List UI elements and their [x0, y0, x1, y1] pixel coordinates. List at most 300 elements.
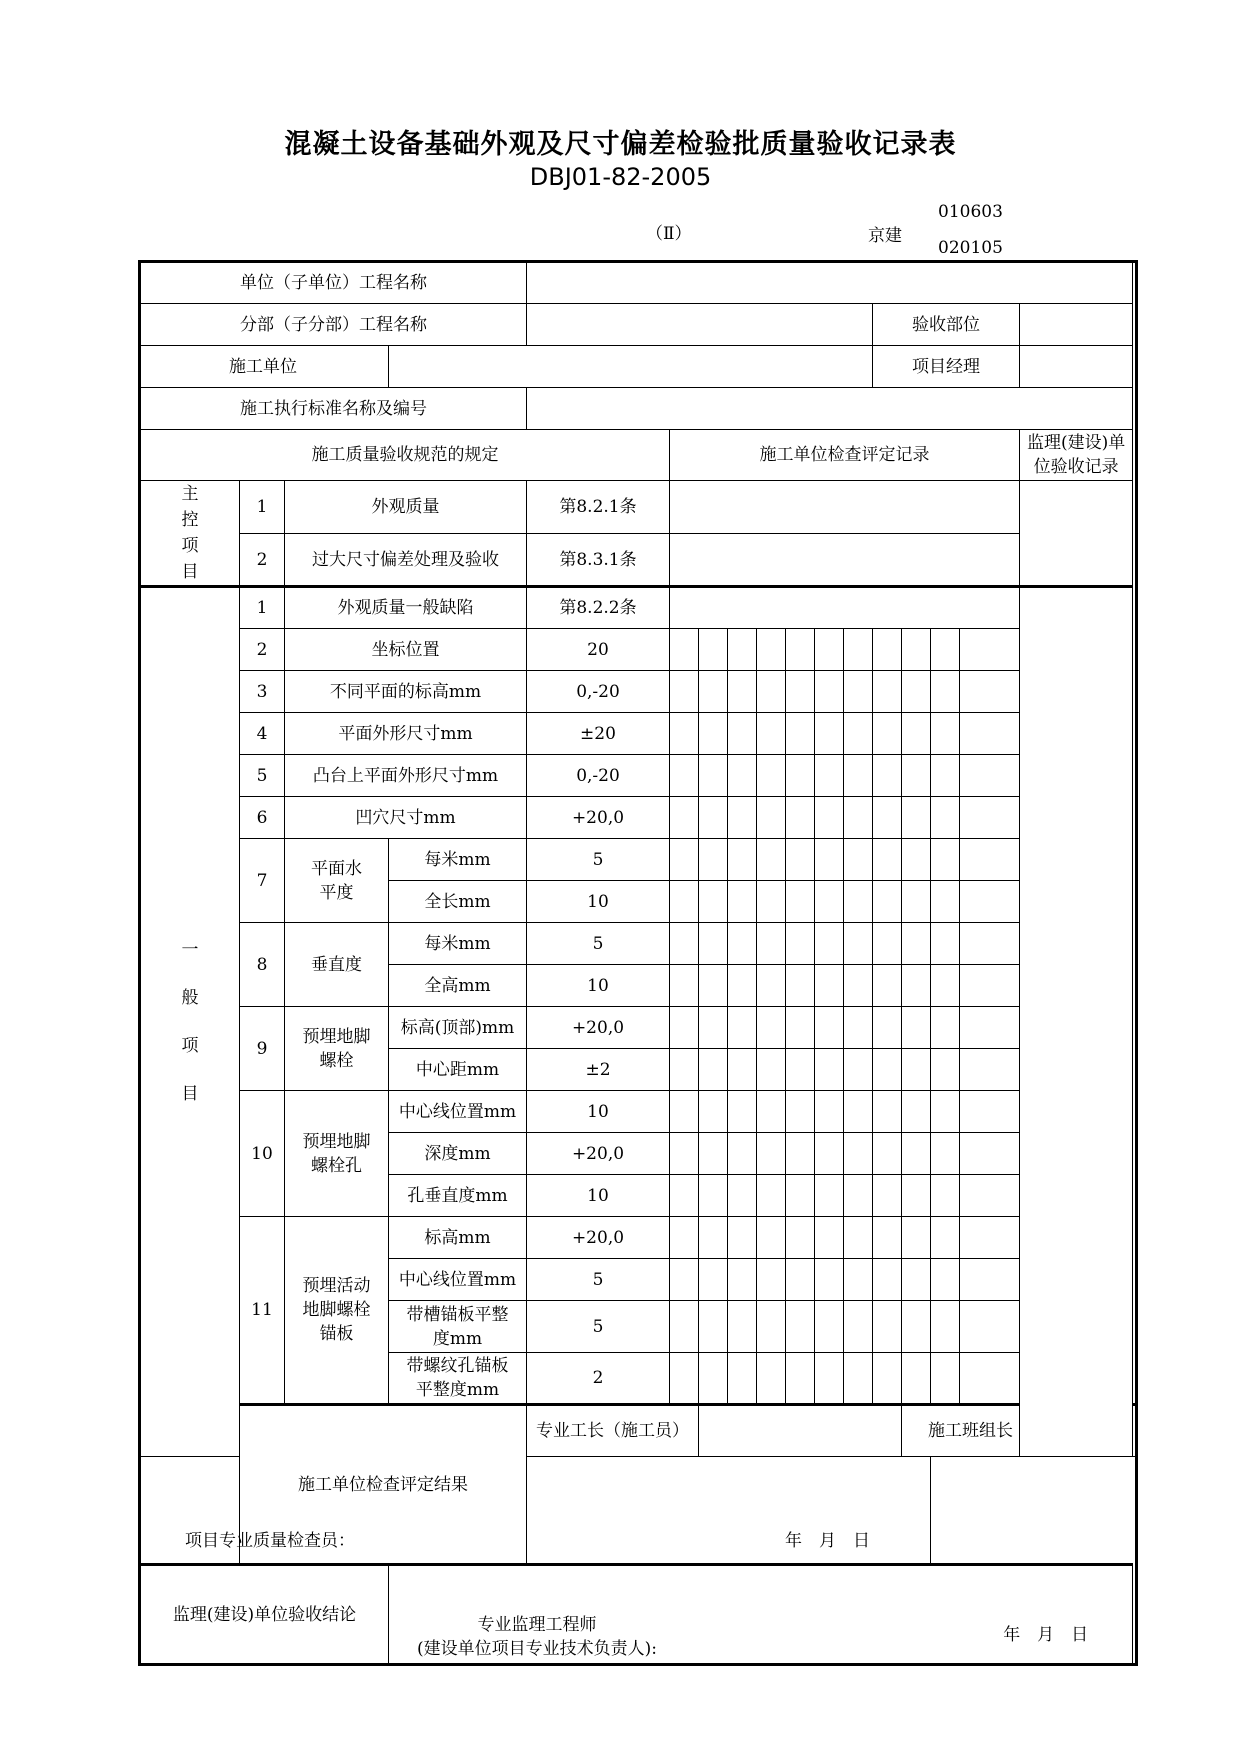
item-number: 1	[240, 481, 285, 534]
item-requirement: 10	[527, 1091, 670, 1133]
measure-cell[interactable]	[873, 1049, 902, 1091]
measure-cell[interactable]	[844, 1091, 873, 1133]
measure-cell[interactable]	[786, 1217, 815, 1259]
measure-cell[interactable]	[728, 1301, 757, 1353]
item-number: 9	[240, 1007, 285, 1091]
measure-cell[interactable]	[670, 1049, 699, 1091]
measure-cell[interactable]	[844, 965, 873, 1007]
measure-cell[interactable]	[786, 713, 815, 755]
item-requirement: 20	[527, 629, 670, 671]
measure-cell[interactable]	[728, 1353, 757, 1405]
measure-cell[interactable]	[873, 1301, 902, 1353]
measure-cell[interactable]	[728, 1049, 757, 1091]
measure-cell[interactable]	[815, 1259, 844, 1301]
measure-cell[interactable]	[757, 881, 786, 923]
supervision-conclusion-field[interactable]	[389, 1565, 1133, 1665]
measure-cell[interactable]	[902, 1259, 931, 1301]
measure-cell[interactable]	[699, 1133, 728, 1175]
measure-cell[interactable]	[931, 713, 960, 755]
measure-cell[interactable]	[931, 797, 960, 839]
measure-cell[interactable]	[902, 965, 931, 1007]
measure-cell[interactable]	[786, 881, 815, 923]
measure-cell[interactable]	[699, 923, 728, 965]
item-requirement: 10	[527, 881, 670, 923]
measure-cell[interactable]	[931, 1133, 960, 1175]
measure-cell[interactable]	[902, 1133, 931, 1175]
item-requirement: ±2	[527, 1049, 670, 1091]
roman-numeral: （Ⅱ）	[646, 224, 692, 244]
general-group-label: 一般项目	[140, 587, 240, 1457]
measure-cell[interactable]	[931, 839, 960, 881]
measure-cell[interactable]	[757, 965, 786, 1007]
measure-cell[interactable]	[931, 1007, 960, 1049]
supervision-engineer-label: 专业监理工程师	[477, 1615, 597, 1635]
item-requirement: 第8.3.1条	[527, 534, 670, 587]
measure-cell[interactable]	[873, 839, 902, 881]
measure-cell[interactable]	[728, 1091, 757, 1133]
spec-column-header: 施工质量验收规范的规定	[140, 430, 670, 481]
measure-cell[interactable]	[873, 1007, 902, 1049]
construction-result-field[interactable]	[140, 1457, 931, 1565]
owner-tech-lead-label: (建设单位项目专业技术负责人):	[417, 1639, 657, 1659]
sub-item-name: 中心线位置mm	[389, 1259, 527, 1301]
measure-cell[interactable]	[699, 713, 728, 755]
item-number: 4	[240, 713, 285, 755]
measure-cell[interactable]	[873, 881, 902, 923]
measure-cell[interactable]	[757, 1217, 786, 1259]
measure-cell[interactable]	[670, 629, 699, 671]
measure-cell[interactable]	[815, 839, 844, 881]
item-number: 8	[240, 923, 285, 1007]
measure-cell[interactable]	[757, 713, 786, 755]
measure-cell[interactable]	[931, 1301, 960, 1353]
measure-cell[interactable]	[902, 1301, 931, 1353]
project-manager-label: 项目经理	[873, 346, 1020, 388]
measure-cell[interactable]	[786, 1007, 815, 1049]
measure-cell[interactable]	[960, 923, 1020, 965]
measure-cell[interactable]	[844, 671, 873, 713]
measure-cell[interactable]	[902, 1175, 931, 1217]
measure-cell[interactable]	[844, 1259, 873, 1301]
check-record-cell[interactable]	[670, 481, 1020, 534]
item-number: 10	[240, 1091, 285, 1217]
measure-cell[interactable]	[815, 881, 844, 923]
team-leader-label	[902, 1405, 1137, 1457]
measure-cell[interactable]	[757, 923, 786, 965]
measure-cell[interactable]	[699, 629, 728, 671]
measure-cell[interactable]	[844, 1301, 873, 1353]
measure-cell[interactable]	[873, 629, 902, 671]
measure-cell[interactable]	[931, 629, 960, 671]
measure-cell[interactable]	[670, 1091, 699, 1133]
measure-cell[interactable]	[931, 671, 960, 713]
measure-cell[interactable]	[670, 1175, 699, 1217]
measure-cell[interactable]	[815, 923, 844, 965]
sub-project-field[interactable]	[527, 304, 873, 346]
measure-cell[interactable]	[844, 797, 873, 839]
item-requirement: +20,0	[527, 1133, 670, 1175]
measure-cell[interactable]	[670, 965, 699, 1007]
measure-cell[interactable]	[728, 1217, 757, 1259]
item-name: 预埋地脚螺栓孔	[285, 1091, 389, 1217]
measure-cell[interactable]	[902, 1353, 931, 1405]
measure-cell[interactable]	[902, 1217, 931, 1259]
item-requirement: 0,-20	[527, 671, 670, 713]
supervision-date: 年 月 日	[1003, 1625, 1089, 1645]
unit-project-label: 单位（子单位）工程名称	[140, 262, 527, 304]
measure-cell[interactable]	[931, 881, 960, 923]
measure-cell[interactable]	[728, 965, 757, 1007]
measure-cell[interactable]	[815, 629, 844, 671]
measure-cell[interactable]	[699, 1049, 728, 1091]
measure-cell[interactable]	[757, 797, 786, 839]
item-requirement: 5	[527, 1301, 670, 1353]
sub-item-name: 标高mm	[389, 1217, 527, 1259]
measure-cell[interactable]	[757, 839, 786, 881]
team-leader-text: 施工班组长	[928, 1421, 1013, 1441]
sub-item-name: 中心线位置mm	[389, 1091, 527, 1133]
measure-cell[interactable]	[960, 671, 1020, 713]
measure-cell[interactable]	[960, 629, 1020, 671]
item-number: 7	[240, 839, 285, 923]
item-requirement: 第8.2.1条	[527, 481, 670, 534]
measure-cell[interactable]	[815, 1301, 844, 1353]
measure-cell[interactable]	[844, 1175, 873, 1217]
measure-cell[interactable]	[728, 755, 757, 797]
item-requirement: 第8.2.2条	[527, 587, 670, 629]
measure-cell[interactable]	[728, 1007, 757, 1049]
project-manager-field[interactable]	[1020, 346, 1133, 388]
measure-cell[interactable]	[960, 1049, 1020, 1091]
measure-cell[interactable]	[844, 1049, 873, 1091]
measure-cell[interactable]	[931, 1091, 960, 1133]
item-name: 外观质量	[285, 481, 527, 534]
foreman-field[interactable]	[699, 1405, 902, 1457]
measure-cell[interactable]	[786, 923, 815, 965]
sub-item-name: 标高(顶部)mm	[389, 1007, 527, 1049]
measure-cell[interactable]	[728, 1133, 757, 1175]
measure-cell[interactable]	[844, 923, 873, 965]
measure-cell[interactable]	[960, 1301, 1020, 1353]
measure-cell[interactable]	[670, 1217, 699, 1259]
item-name: 预埋活动地脚螺栓锚板	[285, 1217, 389, 1405]
supervision-record-cell[interactable]	[1020, 481, 1133, 587]
measure-cell[interactable]	[873, 1217, 902, 1259]
measure-cell[interactable]	[728, 797, 757, 839]
measure-cell[interactable]	[699, 839, 728, 881]
measure-cell[interactable]	[931, 1049, 960, 1091]
measure-cell[interactable]	[757, 755, 786, 797]
item-name: 平面外形尺寸mm	[285, 713, 527, 755]
measure-cell[interactable]	[757, 1049, 786, 1091]
measure-cell[interactable]	[815, 1007, 844, 1049]
measure-cell[interactable]	[873, 671, 902, 713]
measure-cell[interactable]	[873, 1091, 902, 1133]
measure-cell[interactable]	[873, 1175, 902, 1217]
item-requirement: +20,0	[527, 1217, 670, 1259]
measure-cell[interactable]	[960, 1133, 1020, 1175]
item-name: 垂直度	[285, 923, 389, 1007]
item-requirement: 10	[527, 1175, 670, 1217]
standard-name-field[interactable]	[527, 388, 1133, 430]
measure-cell[interactable]	[757, 671, 786, 713]
measure-cell[interactable]	[699, 755, 728, 797]
measure-cell[interactable]	[699, 1301, 728, 1353]
measure-cell[interactable]	[815, 671, 844, 713]
measure-cell[interactable]	[931, 923, 960, 965]
measure-cell[interactable]	[902, 881, 931, 923]
supervision-conclusion-label: 监理(建设)单位验收结论	[140, 1565, 389, 1665]
measure-cell[interactable]	[670, 1353, 699, 1405]
measure-cell[interactable]	[670, 1007, 699, 1049]
item-number: 2	[240, 534, 285, 587]
measure-cell[interactable]	[670, 797, 699, 839]
item-name: 坐标位置	[285, 629, 527, 671]
measure-cell[interactable]	[670, 881, 699, 923]
measure-cell[interactable]	[757, 1259, 786, 1301]
sub-item-name: 带槽锚板平整度mm	[389, 1301, 527, 1353]
measure-cell[interactable]	[670, 1133, 699, 1175]
sub-item-name: 全长mm	[389, 881, 527, 923]
measure-cell[interactable]	[815, 1353, 844, 1405]
sub-item-name: 每米mm	[389, 923, 527, 965]
item-number: 1	[240, 587, 285, 629]
measure-cell[interactable]	[670, 1259, 699, 1301]
measure-cell[interactable]	[931, 1175, 960, 1217]
measure-cell[interactable]	[670, 713, 699, 755]
measure-cell[interactable]	[786, 1133, 815, 1175]
measure-cell[interactable]	[670, 755, 699, 797]
measure-cell[interactable]	[873, 923, 902, 965]
item-requirement: 2	[527, 1353, 670, 1405]
measure-cell[interactable]	[786, 755, 815, 797]
item-requirement: 5	[527, 839, 670, 881]
sub-item-name: 中心距mm	[389, 1049, 527, 1091]
measure-cell[interactable]	[786, 1175, 815, 1217]
measure-cell[interactable]	[960, 1007, 1020, 1049]
sub-item-name: 孔垂直度mm	[389, 1175, 527, 1217]
item-name: 外观质量一般缺陷	[285, 587, 527, 629]
item-number: 2	[240, 629, 285, 671]
measure-cell[interactable]	[960, 839, 1020, 881]
measure-cell[interactable]	[902, 713, 931, 755]
measure-cell[interactable]	[902, 839, 931, 881]
foreman-label: 专业工长（施工员）	[527, 1405, 699, 1457]
measure-cell[interactable]	[757, 1007, 786, 1049]
item-name: 凸台上平面外形尺寸mm	[285, 755, 527, 797]
measure-cell[interactable]	[960, 881, 1020, 923]
measure-cell[interactable]	[902, 1091, 931, 1133]
form-code-top: 010603	[938, 202, 1003, 222]
measure-cell[interactable]	[670, 839, 699, 881]
measure-cell[interactable]	[931, 1259, 960, 1301]
measure-cell[interactable]	[815, 1049, 844, 1091]
measure-cell[interactable]	[844, 1353, 873, 1405]
measure-cell[interactable]	[786, 797, 815, 839]
measure-cell[interactable]	[815, 713, 844, 755]
measure-cell[interactable]	[786, 839, 815, 881]
jingjian-label: 京建	[868, 226, 902, 246]
item-number: 11	[240, 1217, 285, 1405]
sub-item-name: 深度mm	[389, 1133, 527, 1175]
item-requirement: 0,-20	[527, 755, 670, 797]
measure-cell[interactable]	[960, 713, 1020, 755]
measure-cell[interactable]	[844, 755, 873, 797]
measure-cell[interactable]	[786, 1259, 815, 1301]
measure-cell[interactable]	[844, 1133, 873, 1175]
measure-cell[interactable]	[699, 1217, 728, 1259]
check-record-column-header: 施工单位检查评定记录	[670, 430, 1020, 481]
quality-inspector-label: 项目专业质量检查员：	[185, 1531, 355, 1551]
measure-cell[interactable]	[960, 1217, 1020, 1259]
measure-cell[interactable]	[873, 797, 902, 839]
measure-cell[interactable]	[728, 881, 757, 923]
measure-cell[interactable]	[902, 1007, 931, 1049]
measure-cell[interactable]	[902, 797, 931, 839]
measure-cell[interactable]	[902, 671, 931, 713]
sub-item-name: 每米mm	[389, 839, 527, 881]
measure-cell[interactable]	[902, 1049, 931, 1091]
measure-cell[interactable]	[699, 1259, 728, 1301]
measure-cell[interactable]	[844, 713, 873, 755]
measure-cell[interactable]	[815, 797, 844, 839]
supervision-column-header: 监理(建设)单位验收记录	[1020, 430, 1133, 481]
item-requirement: 5	[527, 1259, 670, 1301]
sub-project-label: 分部（子分部）工程名称	[140, 304, 527, 346]
sub-item-name: 全高mm	[389, 965, 527, 1007]
sub-item-name: 带螺纹孔锚板平整度mm	[389, 1353, 527, 1405]
supervision-record-cell[interactable]	[1020, 587, 1133, 1457]
item-name: 预埋地脚螺栓	[285, 1007, 389, 1091]
measure-cell[interactable]	[728, 1175, 757, 1217]
measure-cell[interactable]	[699, 1091, 728, 1133]
form-title: 混凝土设备基础外观及尺寸偏差检验批质量验收记录表	[284, 129, 957, 160]
measure-cell[interactable]	[873, 1353, 902, 1405]
inspection-date: 年 月 日	[785, 1531, 870, 1551]
measure-cell[interactable]	[815, 1217, 844, 1259]
measure-cell[interactable]	[699, 1353, 728, 1405]
measure-cell[interactable]	[699, 671, 728, 713]
measure-cell[interactable]	[960, 755, 1020, 797]
measure-cell[interactable]	[873, 755, 902, 797]
measure-cell[interactable]	[699, 797, 728, 839]
measure-cell[interactable]	[815, 1091, 844, 1133]
measure-cell[interactable]	[670, 1301, 699, 1353]
measure-cell[interactable]	[931, 1217, 960, 1259]
measure-cell[interactable]	[815, 1133, 844, 1175]
measure-cell[interactable]	[728, 1259, 757, 1301]
measure-cell[interactable]	[699, 1007, 728, 1049]
measure-cell[interactable]	[931, 755, 960, 797]
measure-cell[interactable]	[786, 671, 815, 713]
item-number: 3	[240, 671, 285, 713]
inspection-form-table	[138, 260, 1138, 1666]
measure-cell[interactable]	[960, 965, 1020, 1007]
measure-cell[interactable]	[873, 713, 902, 755]
measure-cell[interactable]	[844, 839, 873, 881]
unit-project-field[interactable]	[527, 262, 1133, 304]
measure-cell[interactable]	[815, 1175, 844, 1217]
measure-cell[interactable]	[670, 923, 699, 965]
form-code-bottom: 020105	[938, 238, 1003, 258]
construction-unit-label: 施工单位	[140, 346, 389, 388]
item-name: 凹穴尺寸mm	[285, 797, 527, 839]
measure-cell[interactable]	[931, 1353, 960, 1405]
check-record-cell[interactable]	[670, 534, 1020, 587]
measure-cell[interactable]	[757, 1353, 786, 1405]
item-requirement: ±20	[527, 713, 670, 755]
item-requirement: +20,0	[527, 797, 670, 839]
item-number: 5	[240, 755, 285, 797]
measure-cell[interactable]	[844, 629, 873, 671]
standard-code: DBJ01-82-2005	[529, 163, 712, 191]
item-requirement: 5	[527, 923, 670, 965]
measure-cell[interactable]	[873, 965, 902, 1007]
measure-cell[interactable]	[902, 629, 931, 671]
measure-cell[interactable]	[757, 1091, 786, 1133]
item-name: 不同平面的标高mm	[285, 671, 527, 713]
construction-unit-field[interactable]	[389, 346, 873, 388]
measure-cell[interactable]	[786, 1301, 815, 1353]
measure-cell[interactable]	[902, 755, 931, 797]
measure-cell[interactable]	[728, 671, 757, 713]
measure-cell[interactable]	[786, 965, 815, 1007]
measure-cell[interactable]	[960, 1091, 1020, 1133]
acceptance-part-field[interactable]	[1020, 304, 1133, 346]
measure-cell[interactable]	[757, 1133, 786, 1175]
main-group-label: 主控项目	[140, 481, 240, 587]
measure-cell[interactable]	[728, 923, 757, 965]
item-number: 6	[240, 797, 285, 839]
measure-cell[interactable]	[815, 965, 844, 1007]
construction-result-label: 施工单位检查评定结果	[240, 1405, 527, 1565]
item-requirement: 10	[527, 965, 670, 1007]
measure-cell[interactable]	[844, 1217, 873, 1259]
measure-cell[interactable]	[670, 671, 699, 713]
measure-cell[interactable]	[902, 923, 931, 965]
item-requirement: +20,0	[527, 1007, 670, 1049]
measure-cell[interactable]	[728, 839, 757, 881]
item-name: 过大尺寸偏差处理及验收	[285, 534, 527, 587]
measure-cell[interactable]	[815, 755, 844, 797]
measure-cell[interactable]	[844, 881, 873, 923]
measure-cell[interactable]	[728, 713, 757, 755]
measure-cell[interactable]	[699, 1175, 728, 1217]
measure-cell[interactable]	[786, 629, 815, 671]
measure-cell[interactable]	[873, 1259, 902, 1301]
measure-cell[interactable]	[757, 1175, 786, 1217]
measure-cell[interactable]	[960, 1175, 1020, 1217]
measure-cell[interactable]	[699, 881, 728, 923]
measure-cell[interactable]	[960, 1353, 1020, 1405]
acceptance-part-label: 验收部位	[873, 304, 1020, 346]
measure-cell[interactable]	[757, 629, 786, 671]
measure-cell[interactable]	[728, 629, 757, 671]
measure-cell[interactable]	[699, 965, 728, 1007]
standard-name-label: 施工执行标准名称及编号	[140, 388, 527, 430]
measure-cell[interactable]	[960, 1259, 1020, 1301]
measure-cell[interactable]	[757, 1301, 786, 1353]
check-record-cell[interactable]	[670, 587, 1020, 629]
measure-cell[interactable]	[873, 1133, 902, 1175]
measure-cell[interactable]	[786, 1353, 815, 1405]
measure-cell[interactable]	[844, 1007, 873, 1049]
measure-cell[interactable]	[786, 1091, 815, 1133]
measure-cell[interactable]	[786, 1049, 815, 1091]
measure-cell[interactable]	[931, 965, 960, 1007]
measure-cell[interactable]	[960, 797, 1020, 839]
item-name: 平面水平度	[285, 839, 389, 923]
